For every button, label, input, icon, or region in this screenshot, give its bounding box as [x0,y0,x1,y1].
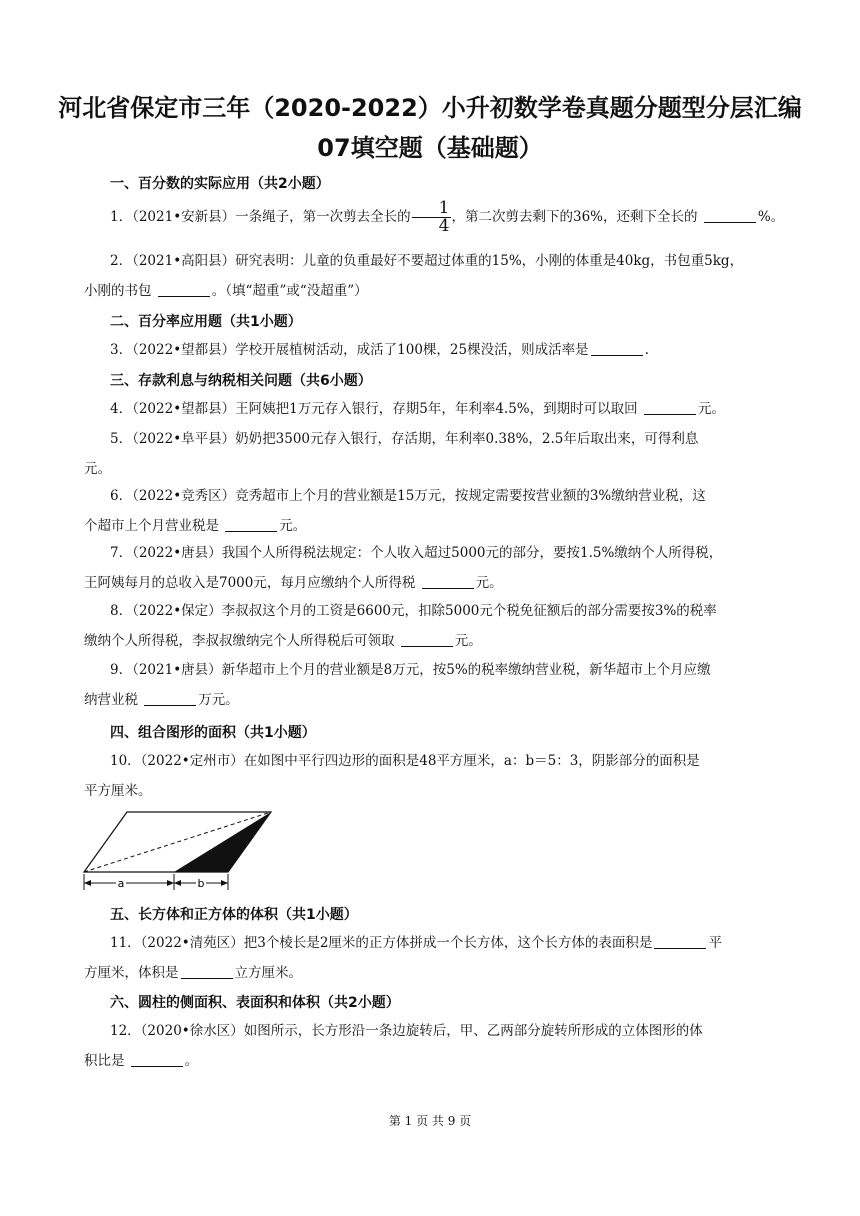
question-11: 11．（2022•清苑区）把3个棱长是2厘米的正方体拼成一个长方体，这个长方体的表面积是 平 方厘米，体积是 立方厘米。 [84,928,779,988]
question-9: 9．（2021•唐县）新华超市上个月的营业额是8万元，按5%的税率缴纳营业税，新华超市上个月应缴 纳营业税 万元。 [84,662,711,708]
question-10: 10．（2022•定州市）在如图中平行四边形的面积是48平方厘米，a：b＝5：3，阴影部分的面积是 平方厘米。 [84,753,700,799]
answer-blank[interactable] [422,572,474,589]
parallelogram-diagram [80,808,280,894]
answer-blank[interactable] [401,630,453,647]
arrowhead-a-end [167,880,174,886]
answer-blank[interactable] [158,280,210,297]
document-title-line2: 07填空题（基础题） [317,134,543,162]
question-3: 3．（2022•望都县）学校开展植树活动，成活了100棵，25棵没活，则成活率是 . [84,335,779,365]
question-2: 2．（2021•高阳县）研究表明：儿童的负重最好不要超过体重的15%，小刚的体重是40kg，书包重5kg， 小刚的书包 。（填“超重”或“没超重”） [84,253,744,299]
section-heading-2: 二、百分率应用题（共1小题） [110,314,302,330]
label-b: b [197,877,205,890]
answer-blank[interactable] [225,515,277,532]
section-heading-3: 三、存款利息与纳税相关问题（共6小题） [110,373,372,389]
label-a: a [117,877,125,890]
question-7: 7．（2022•唐县）我国个人所得税法规定：个人收入超过5000元的部分，要按1.5%缴纳个人所得税， 王阿姨每月的总收入是7000元，每月应缴纳个人所得税 元。 [84,545,723,591]
section-heading-4: 四、组合图形的面积（共1小题） [110,725,316,741]
parallelogram-figure [80,808,280,898]
answer-blank[interactable] [644,398,696,415]
answer-blank[interactable] [144,689,196,706]
answer-blank[interactable] [654,932,706,949]
arrowhead-b-start [174,880,181,886]
question-12: 12．（2020•徐水区）如图所示，长方形沿一条边旋转后，甲、乙两部分旋转所形成的立体图形的体 积比是 。 [84,1023,703,1069]
answer-blank[interactable] [591,339,643,356]
document-title-line1: 河北省保定市三年（2020-2022）小升初数学卷真题分题型分层汇编 [58,94,802,122]
fraction: $\frac{1}{4}$ [412,200,451,235]
section-heading-6: 六、圆柱的侧面积、表面积和体积（共2小题） [110,995,400,1011]
question-1: 1．（2021•安新县）一条绳子，第一次剪去全长的 $\frac{1}{4}$ ，第二次剪去剩下的36%，还剩下全长的 %。 [110,198,785,236]
arrowhead-left [84,880,91,886]
question-6: 6．（2022•竞秀区）竞秀超市上个月的营业额是15万元，按规定需要按营业额的3%缴纳营业税，这 个超市上个月营业税是 元。 [84,488,706,534]
section-heading-5: 五、长方体和正方体的体积（共1小题） [110,907,358,923]
question-5: 5．（2022•阜平县）奶奶把3500元存入银行，存活期，年利率0.38%，2.5年后取出来，可得利息 元。 [84,431,699,477]
question-4: 4．（2022•望都县）王阿姨把1万元存入银行，存期5年，年利率4.5%，到期时可以取回 元。 [84,394,779,424]
arrowhead-right [221,880,228,886]
answer-blank[interactable] [704,206,756,223]
shaded-triangle [174,812,271,872]
question-8: 8．（2022•保定）李叔叔这个月的工资是6600元，扣除5000元个税免征额后的部分需要按3%的税率 缴纳个人所得税，李叔叔缴纳完个人所得税后可领取 元。 [84,603,717,649]
section-heading-1: 一、百分数的实际应用（共2小题） [110,176,330,192]
answer-blank[interactable] [131,1050,183,1067]
answer-blank[interactable] [181,962,233,979]
page-footer: 第 1 页 共 9 页 [388,1114,472,1128]
